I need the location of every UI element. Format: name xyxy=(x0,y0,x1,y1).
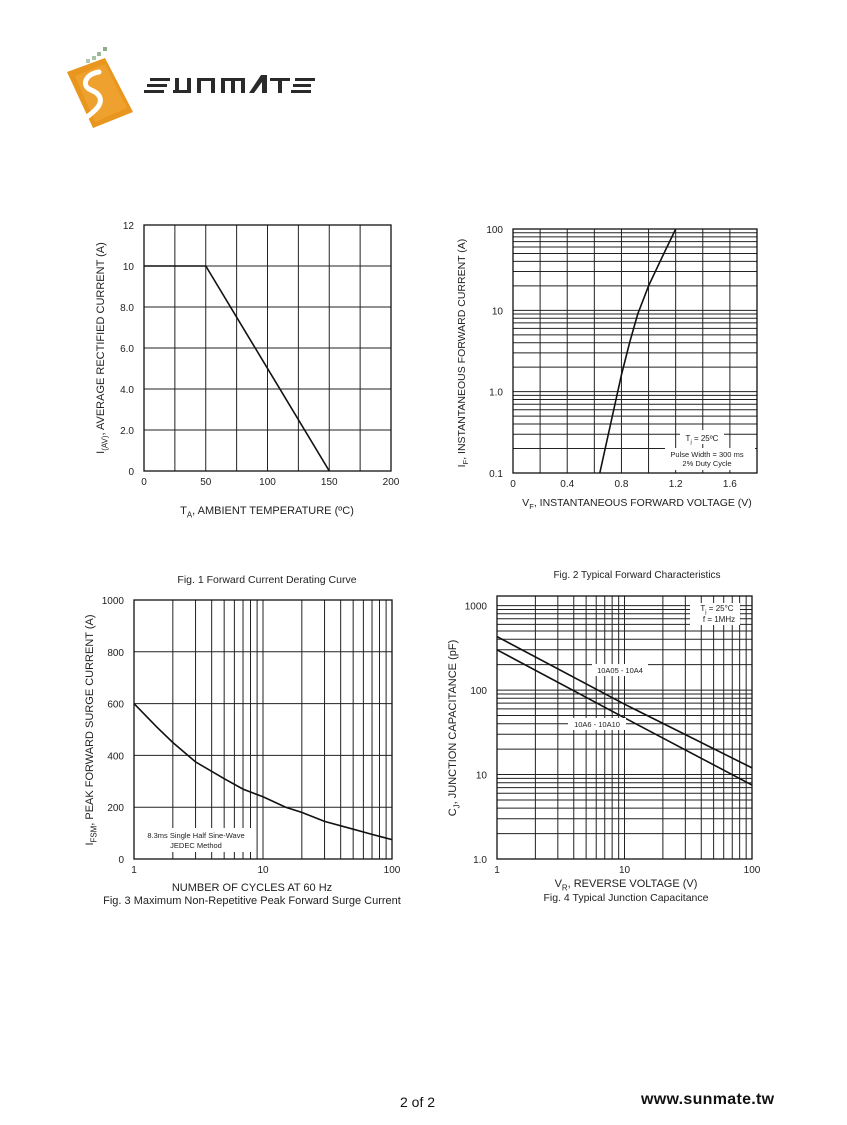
x-tick-label: 1 xyxy=(131,865,137,876)
chart-title: Fig. 2 Typical Forward Characteristics xyxy=(553,570,721,581)
page-number: 2 of 2 xyxy=(400,1094,436,1110)
y-tick-label: 800 xyxy=(107,647,124,659)
y-tick-label: 1.0 xyxy=(489,387,503,399)
chart-fig4 xyxy=(465,596,761,876)
x-tick-label: 100 xyxy=(259,477,276,488)
chart-title: Fig. 3 Maximum Non-Repetitive Peak Forward Surge Current xyxy=(103,895,401,907)
x-tick-label: 50 xyxy=(200,477,212,488)
y-tick-label: 8.0 xyxy=(120,303,134,314)
x-tick-label: 1.2 xyxy=(668,479,683,490)
x-tick-label: 150 xyxy=(320,477,338,488)
y-tick-label: 0 xyxy=(118,855,124,866)
y-tick-label: 100 xyxy=(486,225,503,236)
x-tick-label: 10 xyxy=(257,865,269,876)
x-tick-label: 1.6 xyxy=(722,479,737,490)
y-axis-label: $I_{FSM}$, PEAK FORWARD SURGE CURRENT (A) xyxy=(84,614,99,846)
annotation-temperature: $T_j$ = 25ºC xyxy=(685,434,719,446)
chart-fig1 xyxy=(120,221,400,488)
y-tick-label: 0 xyxy=(128,467,134,478)
y-tick-label: 2.0 xyxy=(120,426,134,437)
y-tick-label: 200 xyxy=(107,803,124,815)
y-axis-label: $I_{(AV)}$, AVERAGE RECTIFIED CURRENT (A) xyxy=(95,242,110,454)
y-tick-label: 10 xyxy=(491,306,503,318)
y-tick-label: 400 xyxy=(107,751,124,763)
x-axis-label: NUMBER OF CYCLES AT 60 Hz xyxy=(171,882,333,894)
y-tick-label: 0.1 xyxy=(489,469,503,480)
annotation-pulse-width: Pulse Width = 300 ms xyxy=(670,450,744,459)
annotation-duty-cycle: 2% Duty Cycle xyxy=(682,459,732,468)
y-axis-label: $I_F$, INSTANTANEOUS FORWARD CURRENT (A) xyxy=(456,238,471,468)
chart-title: Fig. 4 Typical Junction Capacitance xyxy=(543,892,709,904)
series-line-forward xyxy=(600,229,676,473)
chart-title: Fig. 1 Forward Current Derating Curve xyxy=(177,574,357,586)
x-tick-label: 0.4 xyxy=(560,479,575,490)
website-link[interactable]: www.sunmate.tw xyxy=(641,1091,775,1108)
x-tick-label: 0 xyxy=(510,479,516,490)
y-tick-label: 6.0 xyxy=(120,344,134,355)
x-tick-label: 0 xyxy=(141,477,147,488)
y-tick-label: 1.0 xyxy=(473,855,487,866)
x-axis-label: $V_R$, REVERSE VOLTAGE (V) xyxy=(554,878,698,893)
y-axis-label: $C_J$, JUNCTION CAPACITANCE (pF) xyxy=(447,639,462,817)
x-axis-label: $T_A$, AMBIENT TEMPERATURE (ºC) xyxy=(180,505,354,520)
y-tick-label: 10 xyxy=(475,770,487,782)
y-tick-label: 600 xyxy=(107,699,124,711)
y-tick-label: 1000 xyxy=(464,601,487,613)
x-tick-label: 1 xyxy=(494,865,500,876)
annotation-frequency: f = 1MHz xyxy=(702,615,736,624)
y-tick-label: 10 xyxy=(122,262,134,273)
annotation-method: 8.3ms Single Half Sine-Wave xyxy=(147,831,245,840)
y-tick-label: 4.0 xyxy=(120,385,134,396)
x-tick-label: 200 xyxy=(382,477,400,488)
x-tick-label: 10 xyxy=(618,865,631,876)
annotation-temperature: $T_j = 25^\circ C$ xyxy=(700,604,734,616)
x-tick-label: 100 xyxy=(743,865,761,876)
x-tick-label: 0.8 xyxy=(614,479,629,490)
series-label-10a05-10a4: 10A05 - 10A4 xyxy=(597,666,643,675)
y-tick-label: 1000 xyxy=(101,596,124,607)
x-tick-label: 100 xyxy=(383,865,401,876)
series-label-10a6-10a10: 10A6 - 10A10 xyxy=(574,720,620,729)
y-tick-label: 12 xyxy=(122,221,134,232)
annotation-jedec: JEDEC Method xyxy=(170,841,222,850)
x-axis-label: $V_F$, INSTANTANEOUS FORWARD VOLTAGE (V) xyxy=(522,497,752,512)
y-tick-label: 100 xyxy=(470,686,487,698)
